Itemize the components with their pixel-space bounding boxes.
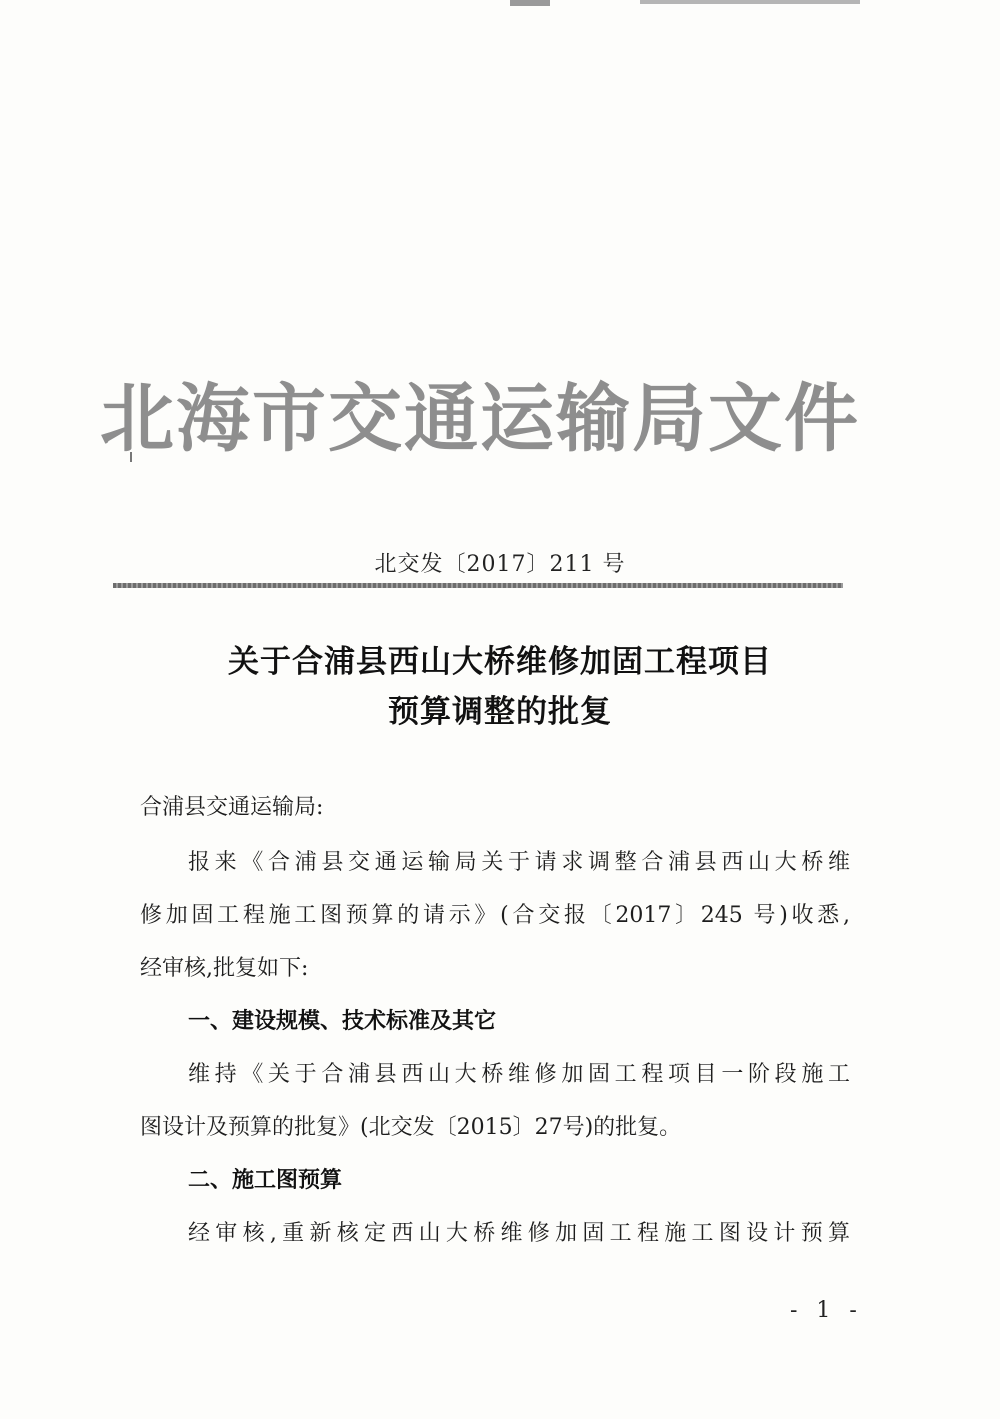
body-line: 修加固工程施工图预算的请示》(合交报〔2017〕245 号)收悉,	[140, 903, 850, 928]
document-title-line-1: 关于合浦县西山大桥维修加固工程项目	[228, 644, 772, 680]
body-line: 经审核,重新核定西山大桥维修加固工程施工图设计预算	[188, 1221, 850, 1246]
body-line: 维持《关于合浦县西山大桥维修加固工程项目一阶段施工	[188, 1062, 850, 1087]
body-line: 经审核,批复如下:	[140, 956, 309, 981]
issuer-header-title: 北海市交通运输局文件	[100, 376, 860, 462]
document-number: 北交发〔2017〕211 号	[374, 552, 626, 577]
section-heading-1: 一、建设规模、技术标准及其它	[188, 1009, 497, 1034]
body-line: 报来《合浦县交通运输局关于请求调整合浦县西山大桥维	[188, 850, 850, 875]
scan-artifact	[510, 0, 550, 6]
section-heading-2: 二、施工图预算	[188, 1168, 343, 1193]
page-number: - 1 -	[790, 1298, 863, 1323]
addressee: 合浦县交通运输局:	[140, 795, 324, 820]
body-line: 图设计及预算的批复》(北交发〔2015〕27号)的批复。	[140, 1115, 682, 1140]
header-divider	[113, 583, 843, 588]
scan-artifact	[640, 0, 860, 4]
document-title-line-2: 预算调整的批复	[388, 694, 612, 730]
